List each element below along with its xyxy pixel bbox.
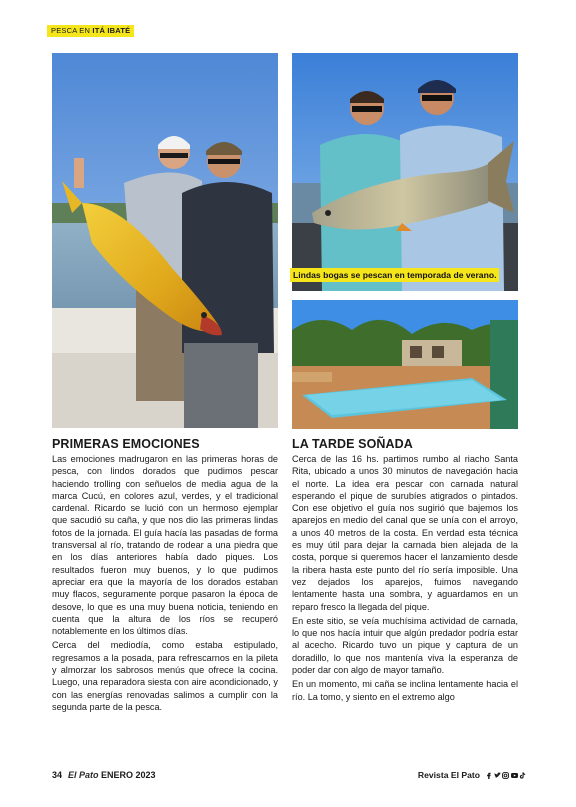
photo-caption: Lindas bogas se pescan en temporada de verano. <box>290 268 499 282</box>
footer-left <box>52 769 156 781</box>
section-prefix: PESCA EN <box>51 26 93 35</box>
footer-right <box>418 769 526 781</box>
twitter-icon[interactable] <box>494 772 501 779</box>
brand-logo: El Pato <box>68 770 99 780</box>
photo-pool-garden <box>292 300 518 429</box>
section-tag <box>47 25 134 37</box>
section-heading: LA TARDE SOÑADA <box>292 437 413 451</box>
section-heading: PRIMERAS EMOCIONES <box>52 437 200 451</box>
facebook-icon[interactable] <box>485 772 492 779</box>
photo-two-anglers-boga <box>292 53 518 291</box>
paragraph: Cerca del mediodía, como estaba estipulado, regresamos a la posada, para refrescarnos en la pileta y almorzar los sabrosos menús que ofrece la cocina. Luego, una reparadora siesta con aire acondicionado, y con las energías renovadas salimos a cumplir con la segunda parte de la pesca. <box>52 640 278 712</box>
photo-two-anglers-golden-dorado <box>52 53 278 428</box>
instagram-icon[interactable] <box>502 772 509 779</box>
page-number: 34 <box>52 770 63 780</box>
paragraph: En un momento, mi caña se inclina lentamente hacia el río. La tomo, y siento en el extremo algo <box>292 679 518 702</box>
magazine-name: Revista El Pato <box>417 770 480 780</box>
section-place: ITÁ IBATÉ <box>92 26 131 35</box>
issue-date: ENERO 2023 <box>98 770 156 780</box>
paragraph: En este sitio, se veía muchísima actividad de carnada, lo que nos hacía intuir que algún predador podría estar al acecho. Ricardo tuvo un pique y captura de un doradillo, lo que nos mantenía viva la esperanza de poder dar con algo de mayor tamaño. <box>292 615 518 676</box>
article-column-right <box>292 437 518 705</box>
article-column-left <box>52 437 278 715</box>
social-icons <box>485 772 526 779</box>
tiktok-icon[interactable] <box>519 772 526 779</box>
youtube-icon[interactable] <box>511 772 518 779</box>
paragraph: Las emociones madrugaron en las primeras horas de pesca, con lindos dorados que pudimos pescar haciendo trolling con señuelos de media agua de la marca Cucú, en colores azul, verdes, y el tradicional cardenal. Ricardo se lució con un hermoso ejemplar que sacudió su caña, y que nos dio las primeras lindas fotos de la jornada. El guía hacía las pasadas de forma transversal al río, tratando de rodear a una piedra que en los días anteriores había dado piques. Los resultados fueron muy buenos, y lo que pudimos apreciar era que la mayoría de los dorados estaban muy flacos, seguramente porque pasaron la época de desove, lo que es una muy buena noticia, teniendo en cuenta que la altura de los ríos se recuperó notablemente en los últimos días. <box>52 454 278 637</box>
paragraph: Cerca de las 16 hs. partimos rumbo al riacho Santa Rita, ubicado a unos 30 minutos de navegación hacia el norte. La idea era pescar con carnada natural esperando el pique de surubíes atigrados o pintados. Con ese objetivo el guía nos sugirió que bajemos los aparejos en medio del canal que se unía con el arroyo, a unos 40 metros de la costa. En verdad esta técnica es muy útil para dejar la carnada bien alejada de la costa, porque si queremos hacer el lanzamiento desde la ribera hasta este punto del río sería imposible. Una vez dejados los aparejos, fuimos navegando lentamente hasta una sombra, y aguardamos en un reparo fresco la llegada del pique. <box>292 454 518 612</box>
